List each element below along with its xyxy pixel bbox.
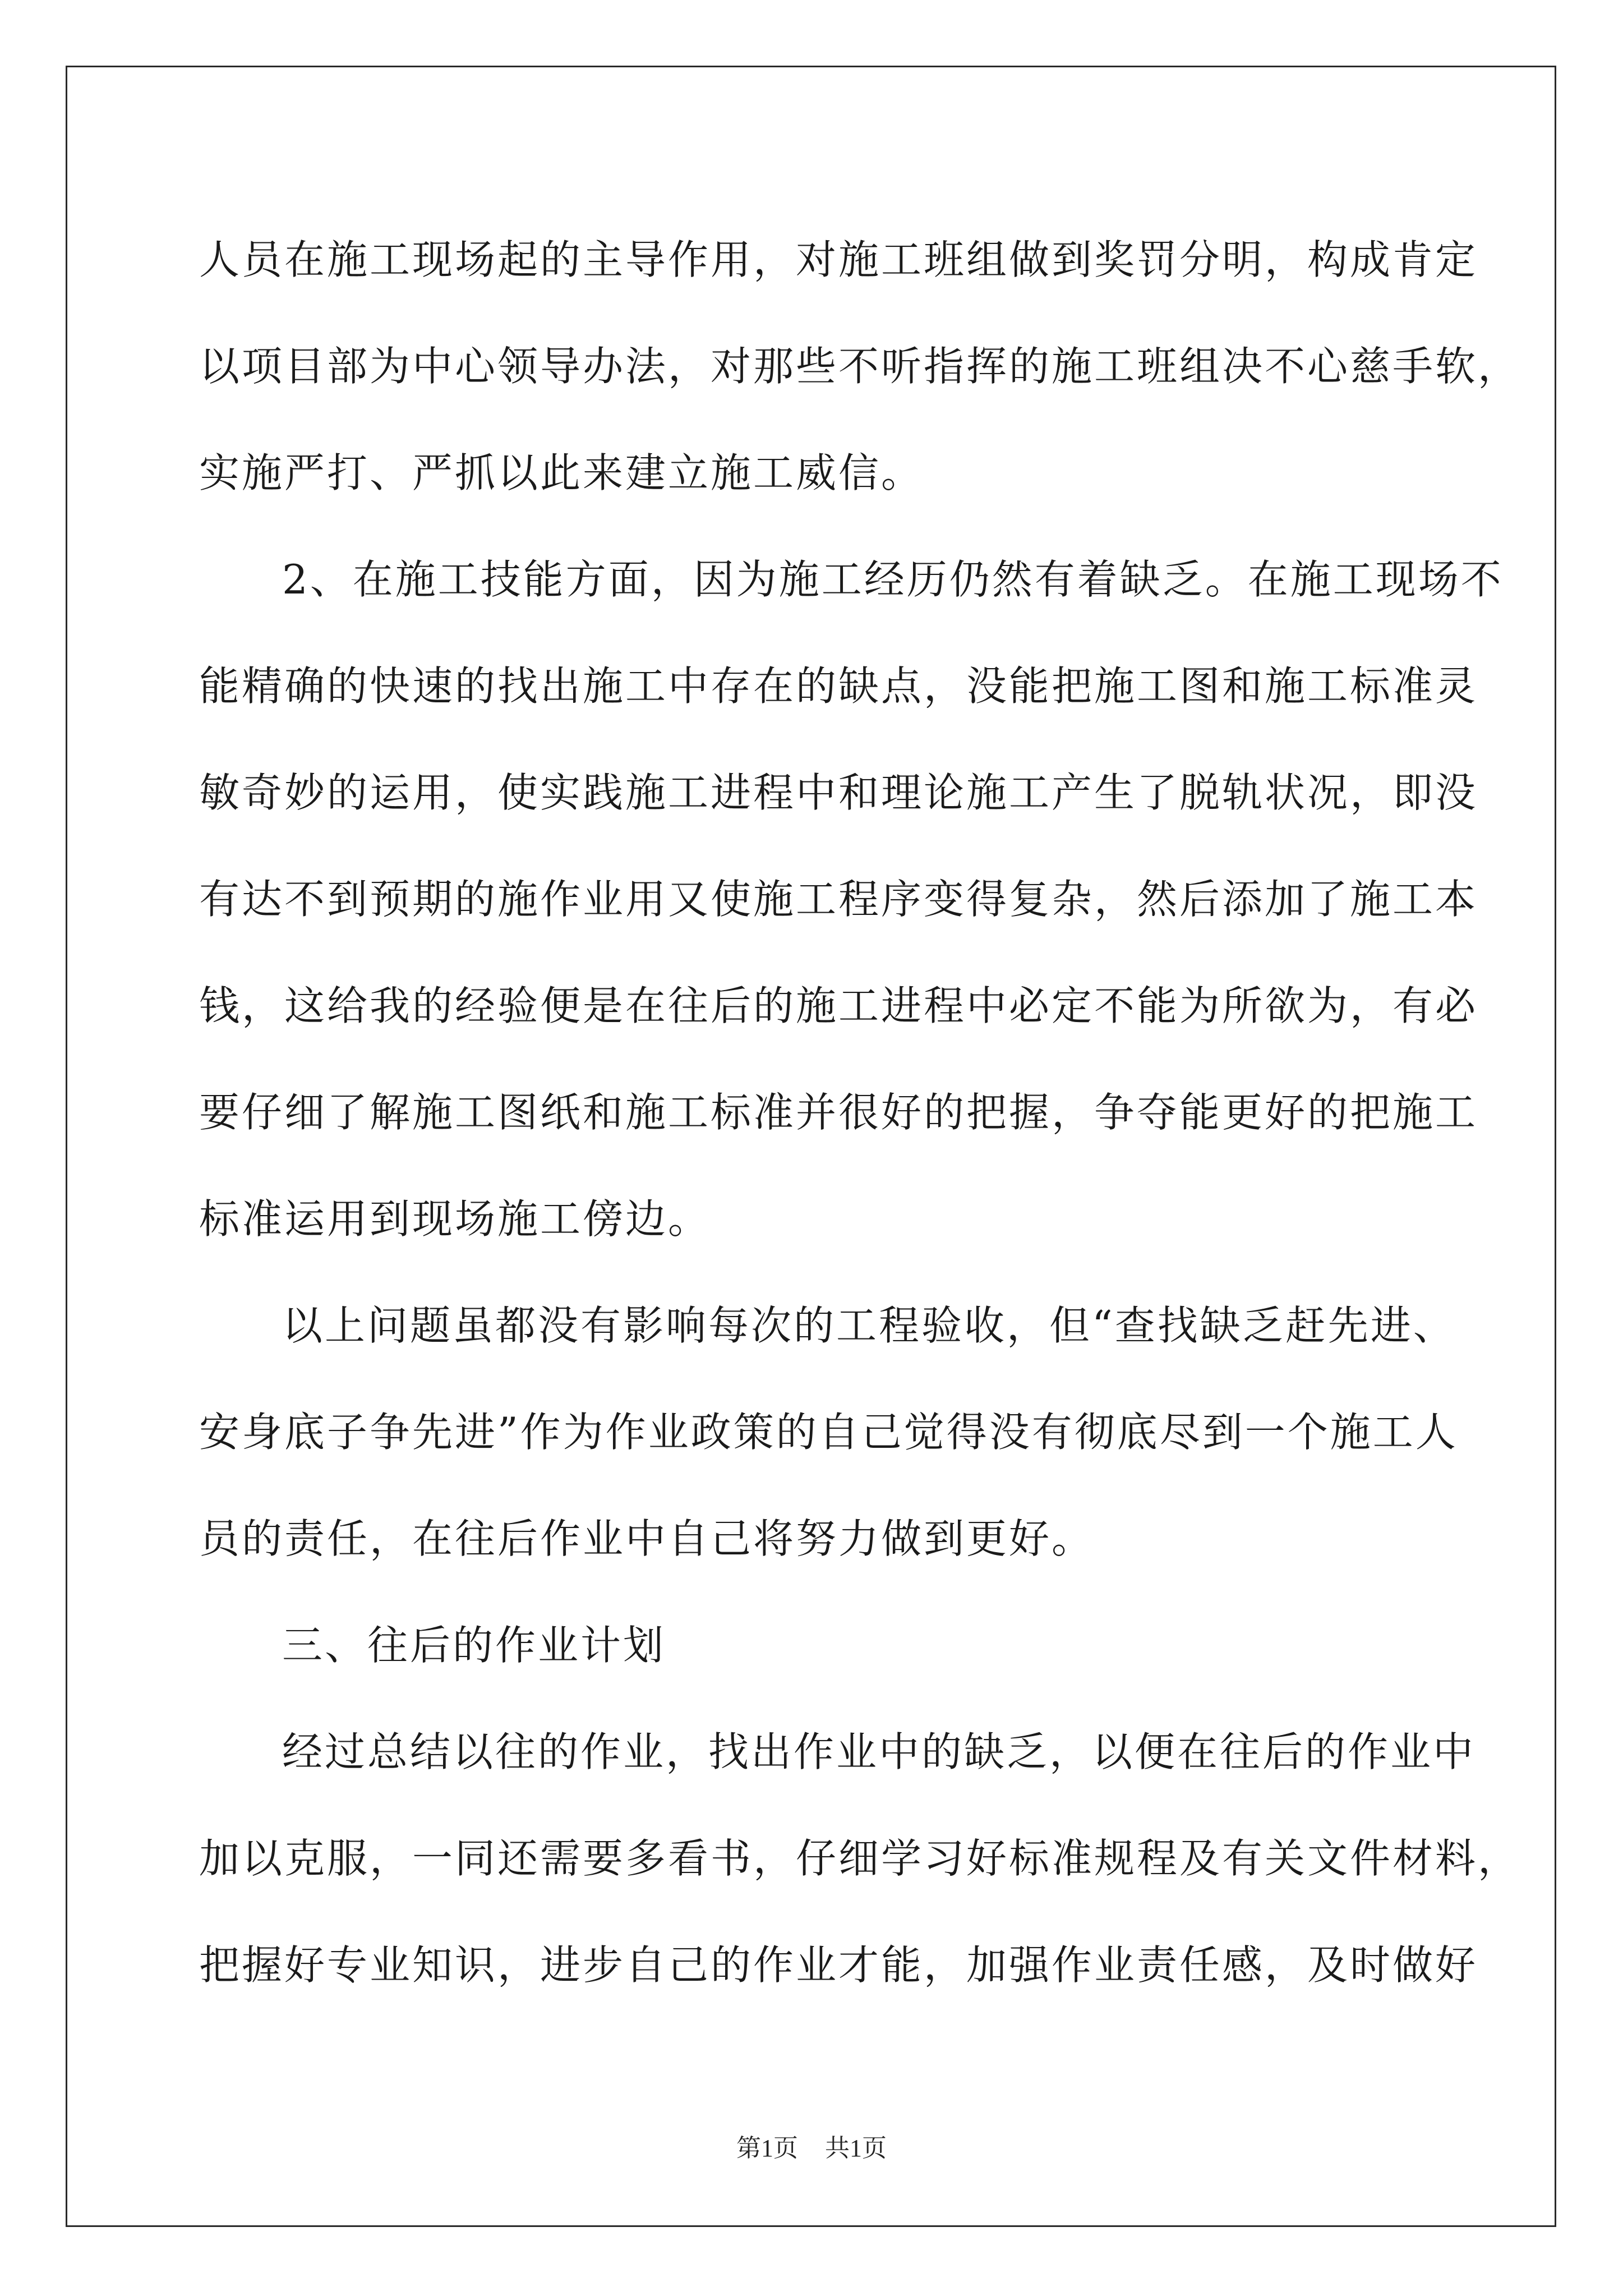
- text-line: 人员在施工现场起的主导作用，对施工班组做到奖罚分明，构成肯定: [199, 236, 1478, 283]
- text-line: 以项目部为中心领导办法，对那些不听指挥的施工班组决不心慈手软，: [199, 343, 1521, 390]
- page-number: 第1页: [736, 2134, 798, 2162]
- text-line: 经过总结以往的作业，找出作业中的缺乏，以便在往后的作业中: [282, 1728, 1476, 1775]
- text-line: 能精确的快速的找出施工中存在的缺点，没能把施工图和施工标准灵: [199, 662, 1478, 710]
- text-line: 安身底子争先进”作为作业政策的自己觉得没有彻底尽到一个施工人: [199, 1409, 1458, 1456]
- text-line: 有达不到预期的施作业用又使施工程序变得复杂，然后添加了施工本: [199, 876, 1478, 923]
- page-total: 共1页: [825, 2134, 887, 2162]
- text-line: 敏奇妙的运用，使实践施工进程中和理论施工产生了脱轨状况，即没: [199, 769, 1478, 816]
- section-heading: 三、往后的作业计划: [282, 1622, 666, 1669]
- page-footer: [0, 2128, 1623, 2164]
- text-line: 加以克服，一同还需要多看书，仔细学习好标准规程及有关文件材料，: [199, 1835, 1521, 1882]
- text-line: 2、在施工技能方面，因为施工经历仍然有着缺乏。在施工现场不: [282, 556, 1504, 603]
- text-line: 以上问题虽都没有影响每次的工程验收，但“查找缺乏赶先进、: [282, 1302, 1456, 1349]
- text-line: 把握好专业知识，进步自己的作业才能，加强作业责任感，及时做好: [199, 1941, 1478, 1989]
- text-line: 员的责任，在往后作业中自己将努力做到更好。: [199, 1515, 1095, 1562]
- document-body: [199, 206, 1521, 2018]
- text-line: 钱，这给我的经验便是在往后的施工进程中必定不能为所欲为，有必: [199, 982, 1478, 1029]
- text-line: 实施严打、严抓以此来建立施工威信。: [199, 449, 924, 496]
- text-line: 标准运用到现场施工傍边。: [199, 1195, 711, 1243]
- text-line: 要仔细了解施工图纸和施工标准并很好的把握，争夺能更好的把施工: [199, 1089, 1478, 1136]
